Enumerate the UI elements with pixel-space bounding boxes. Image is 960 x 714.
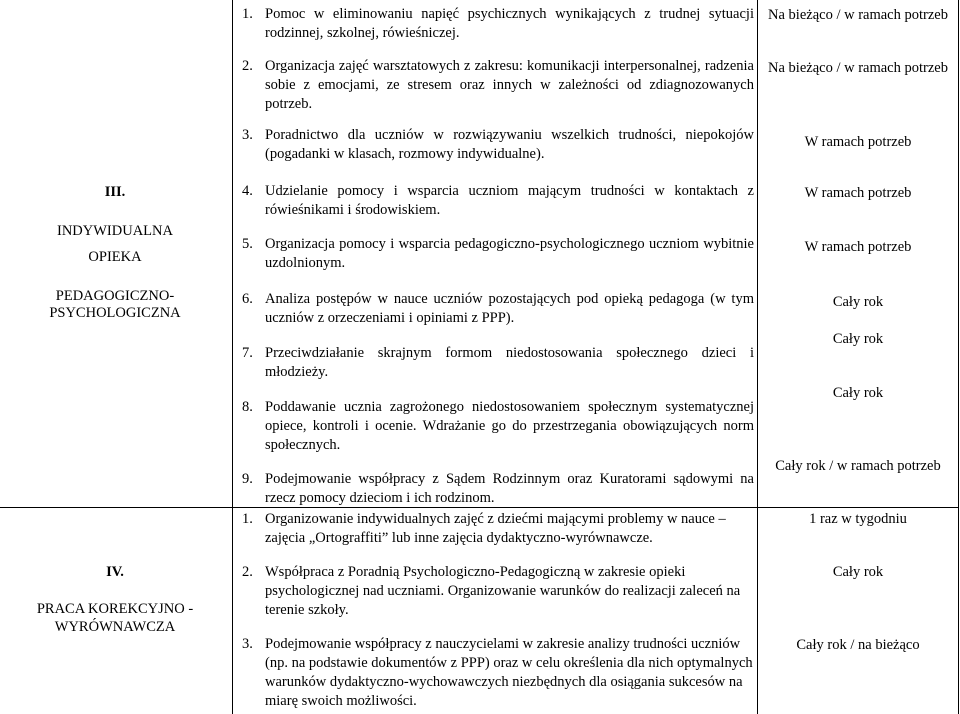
list-item (242, 290, 754, 328)
item-number: 3. (242, 127, 253, 143)
item-term: Cały rok / na bieżąco (796, 637, 920, 653)
item-term: Cały rok / w ramach potrzeb (775, 458, 941, 474)
list-item (242, 398, 754, 455)
section-4-title-line2: WYRÓWNAWCZA (54, 619, 176, 635)
item-text: Udzielanie pomocy i wsparcia uczniom mającym trudności w kontaktach z rówieśnikami i środowiskiem. (265, 183, 754, 218)
column-divider (232, 0, 233, 714)
item-number: 6. (242, 291, 253, 307)
section-3-title-line1: INDYWIDUALNA (57, 223, 173, 239)
item-number: 2. (242, 564, 253, 580)
list-item (242, 344, 754, 382)
section-3-subtitle-line2: PSYCHOLOGICZNA (49, 305, 181, 321)
item-term: W ramach potrzeb (804, 134, 912, 150)
item-number: 1. (242, 6, 253, 22)
item-text: Organizacja pomocy i wsparcia pedagogiczno-psychologicznego uczniom wybitnie uzdolnionym. (265, 236, 754, 271)
list-item (242, 182, 754, 220)
item-text: Współpraca z Poradnią Psychologiczno-Pedagogiczną w zakresie opieki psychologicznej nad uczniami. Organizowanie warunków do realizacji zaleceń na terenie szkoły. (265, 564, 741, 618)
section-4-title-line1: PRACA KOREKCYJNO - (36, 601, 194, 617)
list-item (242, 635, 754, 711)
item-term: Na bieżąco / w ramach potrzeb (768, 60, 948, 76)
column-divider (757, 0, 758, 714)
item-text: Organizowanie indywidualnych zajęć z dziećmi mającymi problemy w nauce – zajęcia „Ortograffiti” lub inne zajęcia dydaktyczno-wyrównawcze. (265, 511, 726, 546)
item-term: Na bieżąco / w ramach potrzeb (768, 7, 948, 23)
item-text: Przeciwdziałanie skrajnym formom niedostosowania społecznego dzieci i młodzieży. (265, 345, 754, 380)
item-text: Organizacja zajęć warsztatowych z zakresu: komunikacji interpersonalnej, radzenia sobie z emocjami, ze stresem oraz innych w zależności od zdiagnozowanych potrzeb. (265, 58, 754, 112)
item-number: 3. (242, 636, 253, 652)
item-number: 9. (242, 471, 253, 487)
item-term: Cały rok (832, 331, 884, 347)
item-number: 2. (242, 58, 253, 74)
list-item (242, 5, 754, 43)
item-text: Podejmowanie współpracy z Sądem Rodzinnym oraz Kuratorami sądowymi na rzecz pomocy dzieciom i ich rodzinom. (265, 471, 754, 506)
item-term: W ramach potrzeb (804, 185, 912, 201)
list-item (242, 563, 754, 620)
table-right-border (958, 0, 959, 714)
item-number: 4. (242, 183, 253, 199)
section-3-number: III. (104, 184, 126, 200)
item-text: Poradnictwo dla uczniów w rozwiązywaniu wszelkich trudności, niepokojów (pogadanki w klasach, rozmowy indywidualne). (265, 127, 754, 162)
list-item (242, 470, 754, 508)
list-item (242, 126, 754, 164)
item-text: Analiza postępów w nauce uczniów pozostających pod opieką pedagoga (w tym uczniów z orzeczeniami i opiniami z PPP). (265, 291, 754, 326)
item-number: 8. (242, 399, 253, 415)
item-number: 5. (242, 236, 253, 252)
item-term: Cały rok (832, 385, 884, 401)
item-term: Cały rok (832, 564, 884, 580)
item-text: Podejmowanie współpracy z nauczycielami w zakresie analizy trudności uczniów (np. na podstawie dokumentów z PPP) oraz w celu określenia dla nich optymalnych warunków dydaktyczno-wychowawczych niezbędnych dla osiągania sukcesów na miarę swoich możliwości. (265, 636, 753, 709)
list-item (242, 510, 754, 548)
item-term: Cały rok (832, 294, 884, 310)
section-3-subtitle-line1: PEDAGOGICZNO- (55, 288, 175, 304)
item-number: 7. (242, 345, 253, 361)
list-item (242, 57, 754, 114)
item-text: Pomoc w eliminowaniu napięć psychicznych wynikających z trudnej sytuacji rodzinnej, szkolnej, rówieśniczej. (265, 6, 754, 41)
item-term: W ramach potrzeb (804, 239, 912, 255)
item-number: 1. (242, 511, 253, 527)
section-3-title-line2: OPIEKA (88, 249, 142, 265)
item-term: 1 raz w tygodniu (809, 511, 907, 527)
list-item (242, 235, 754, 273)
section-4-number: IV. (106, 564, 124, 580)
item-text: Poddawanie ucznia zagrożonego niedostosowaniem społecznym systematycznej opiece, kontroli i ocenie. Wdrażanie go do przestrzegania obowiązujących norm społecznych. (265, 399, 754, 453)
